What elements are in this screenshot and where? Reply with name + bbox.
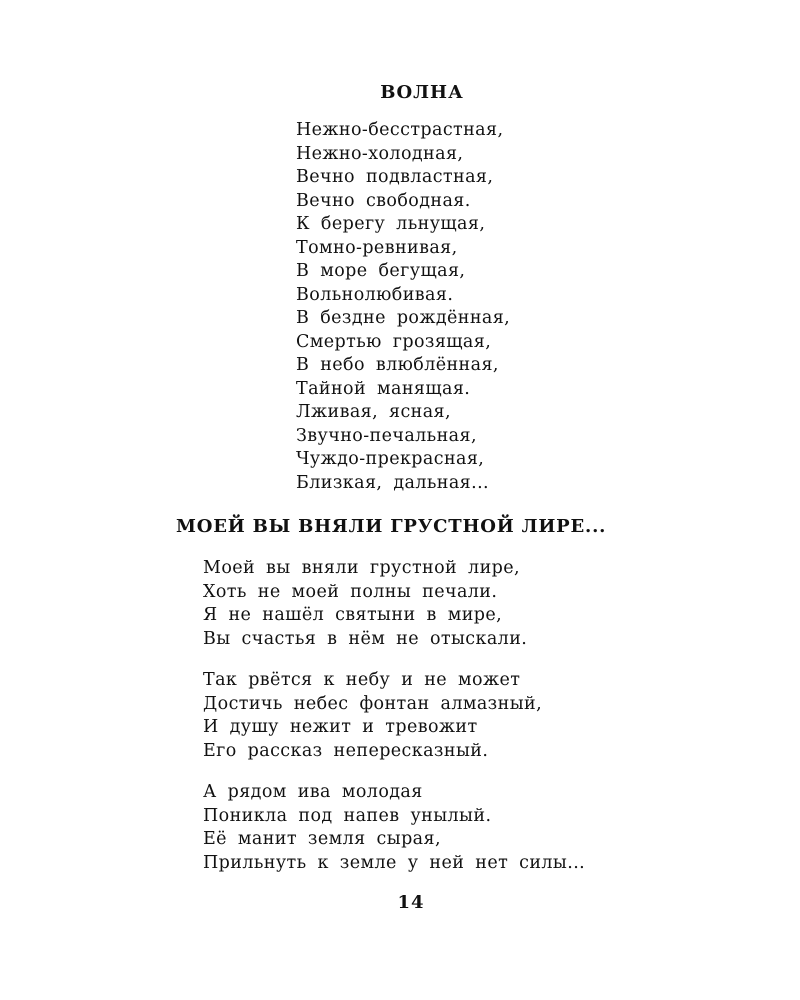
poem-line: Чуждо-прекрасная,: [296, 449, 485, 469]
poem-line: И душу нежит и тревожит: [203, 717, 478, 737]
poem-line: Поникла под напев унылый.: [203, 805, 492, 826]
poem-line: Достичь небес фонтан алмазный,: [203, 693, 543, 714]
poem-line: Её манит земля сырая,: [203, 829, 441, 849]
poem-line: Звучно-печальная,: [296, 425, 477, 446]
poem-line: Прильнуть к земле у ней нет силы...: [203, 852, 586, 873]
poem-line: В море бегущая,: [296, 261, 466, 281]
poem-line: Тайной манящая.: [296, 378, 471, 399]
poem-line: Вечно подвластная,: [296, 167, 494, 187]
poem-line: Нежно-холодная,: [296, 143, 464, 164]
poem-volna-text: [296, 119, 510, 495]
poem-line: В небо влюблённая,: [296, 355, 499, 375]
poem-lire-stanza-2: [203, 669, 542, 763]
page-number: 14: [397, 892, 425, 913]
poem-line: Близкая, дальная...: [296, 472, 490, 493]
poem-lire-stanza-1: [203, 557, 527, 651]
poem-line: Вечно свободная.: [296, 190, 471, 211]
poem-line: Моей вы вняли грустной лире,: [203, 558, 520, 578]
poem-title-volna: ВОЛНА: [380, 82, 464, 103]
poem-title-lire: МОЕЙ ВЫ ВНЯЛИ ГРУСТНОЙ ЛИРЕ...: [176, 516, 607, 537]
poem-line: Я не нашёл святыни в мире,: [203, 605, 503, 625]
poem-line: Лживая, ясная,: [296, 402, 451, 422]
poem-line: Смертью грозящая,: [296, 331, 492, 352]
poem-line: Нежно-бесстрастная,: [296, 120, 504, 140]
poem-line: Томно-ревнивая,: [296, 237, 458, 258]
poem-line: Вольнолюбивая.: [296, 284, 454, 305]
poem-line: Так рвётся к небу и не может: [203, 670, 521, 690]
poem-line: Вы счастья в нём не отыскали.: [203, 628, 528, 649]
poem-line: К берегу льнущая,: [296, 214, 486, 234]
poem-line: Хоть не моей полны печали.: [203, 581, 498, 602]
poem-lire-stanza-3: [203, 781, 585, 875]
poem-line: Его рассказ непересказный.: [203, 740, 489, 761]
poem-line: В бездне рождённая,: [296, 308, 511, 328]
poem-line: А рядом ива молодая: [203, 782, 423, 802]
